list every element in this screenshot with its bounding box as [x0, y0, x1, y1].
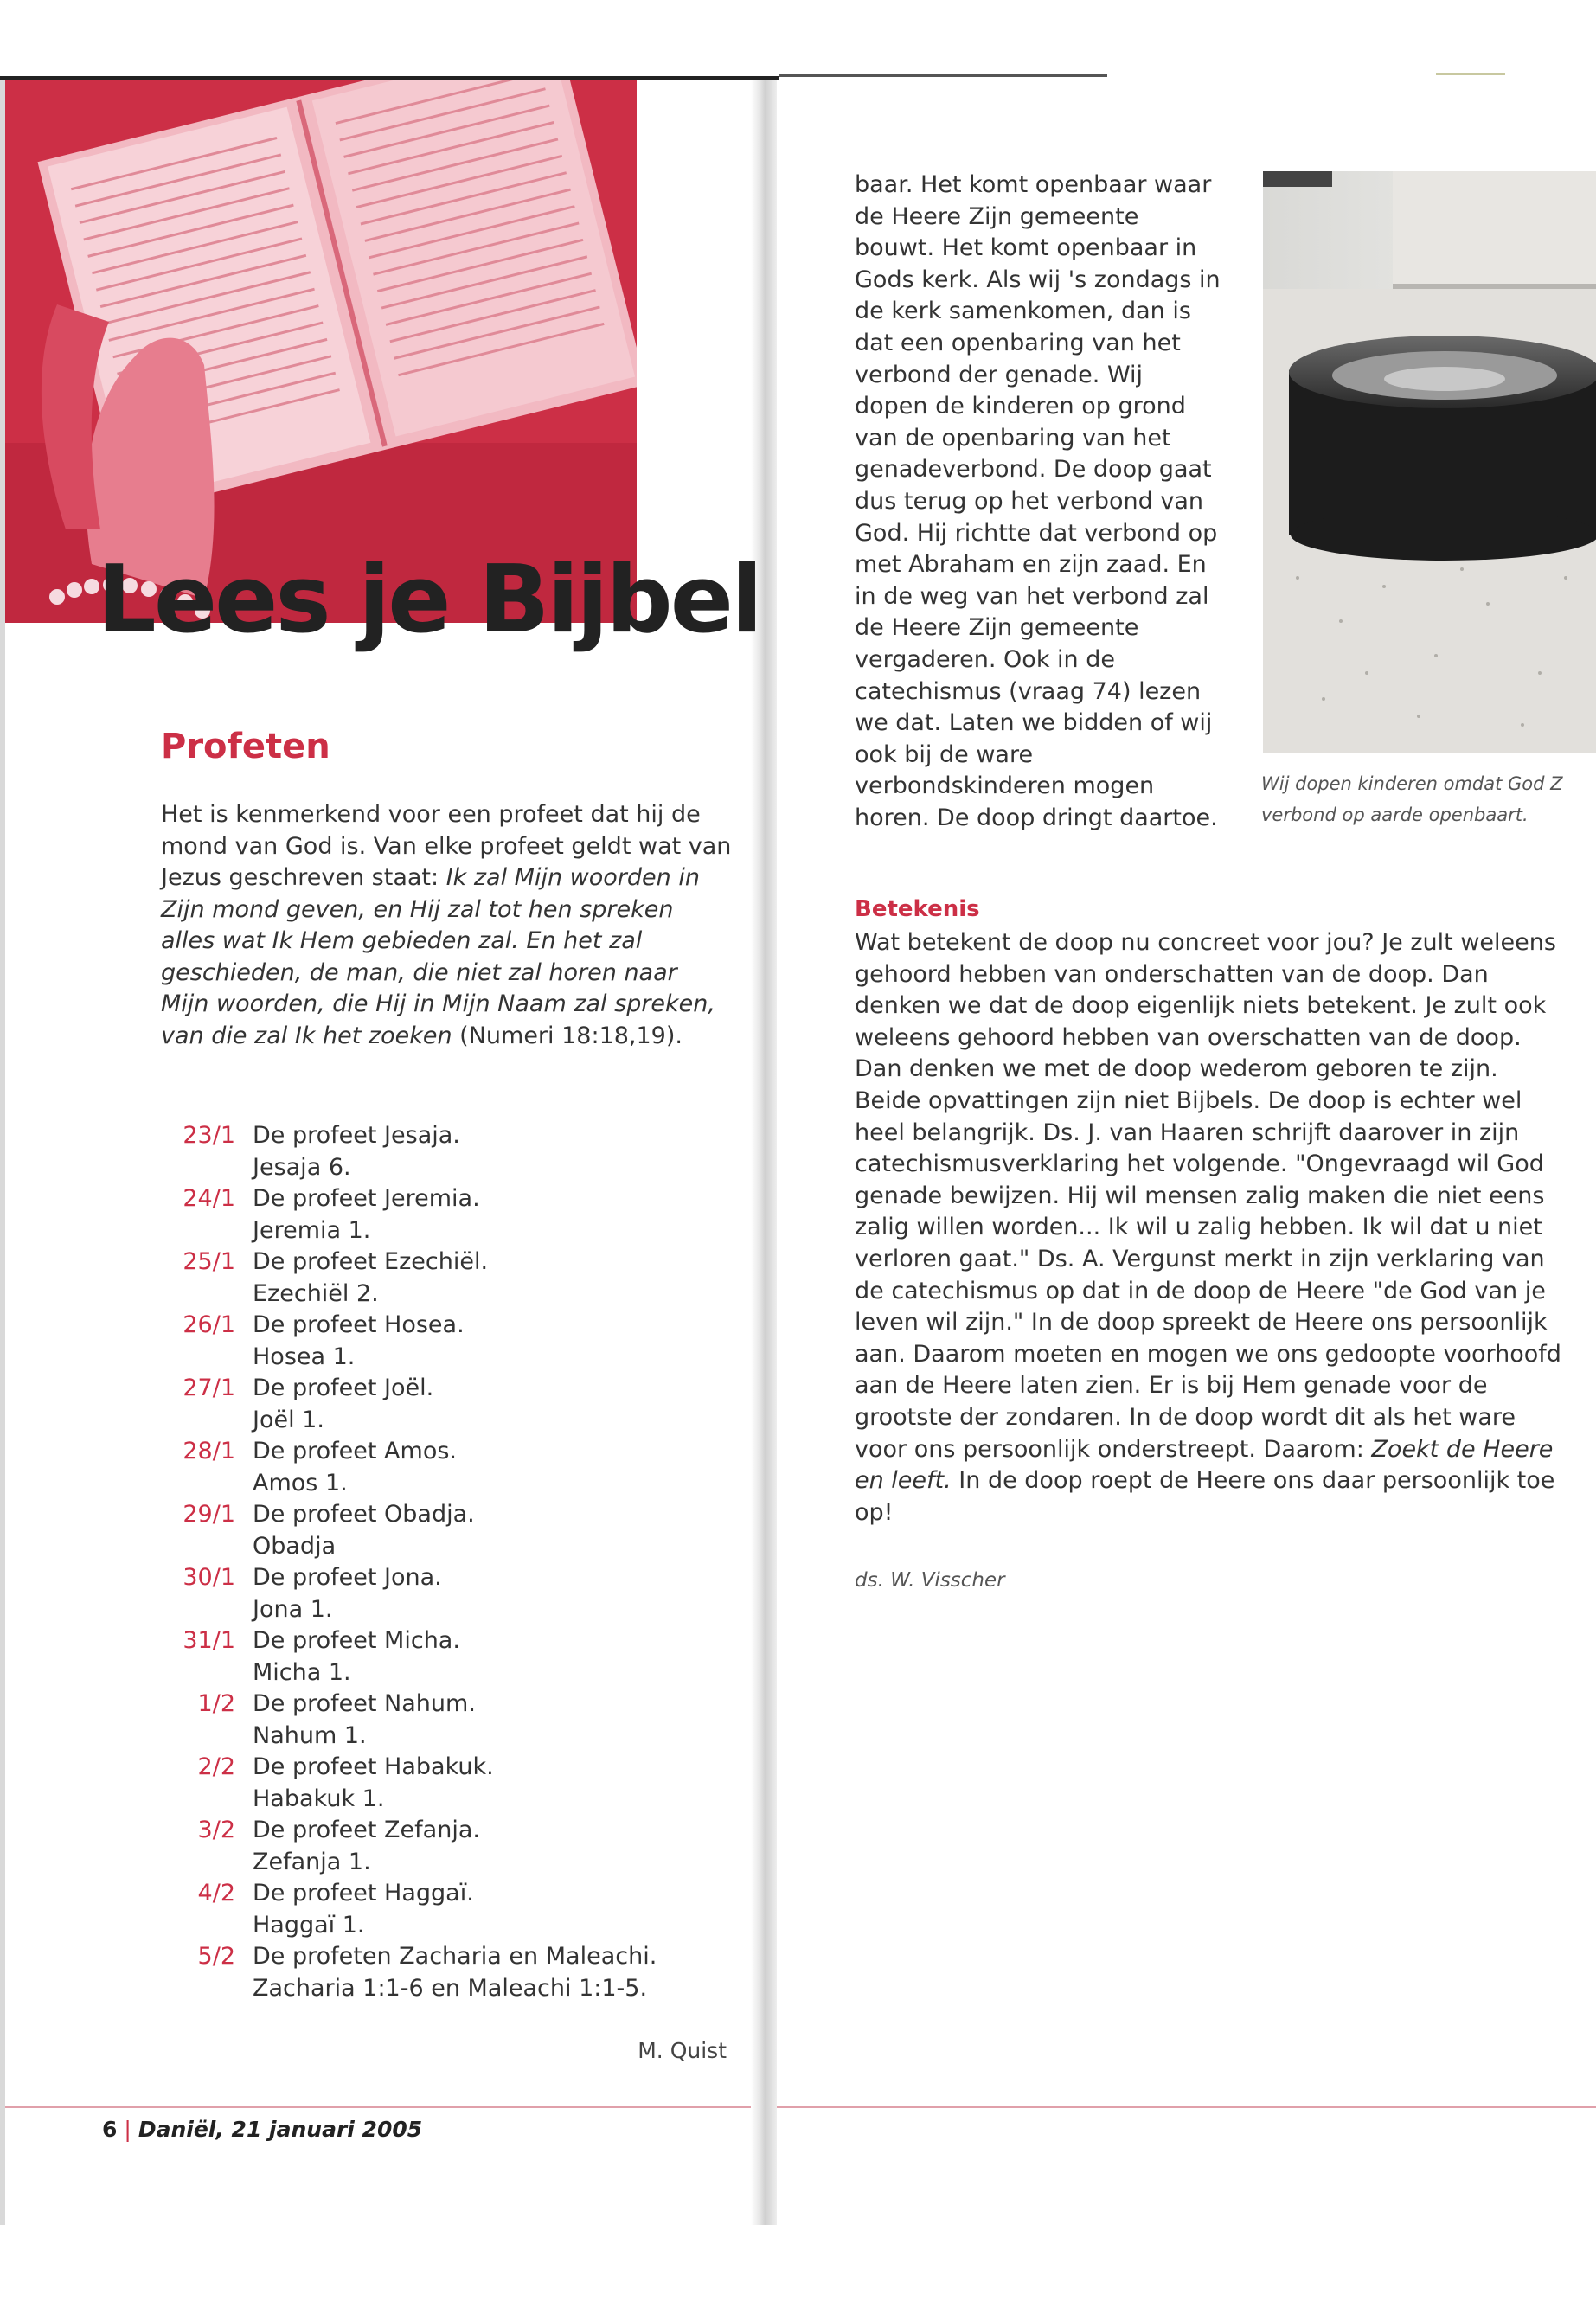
- reading-item: [161, 1752, 749, 1815]
- reading-date: 3/2: [197, 1817, 235, 1843]
- reading-ref: Zefanja 1.: [253, 1848, 371, 1875]
- reading-ref: Obadja: [253, 1532, 337, 1560]
- reading-item: [161, 1499, 749, 1562]
- reading-ref: Amos 1.: [253, 1469, 348, 1497]
- reading-ref: Jona 1.: [253, 1595, 333, 1623]
- body-paragraph: [855, 927, 1564, 1529]
- reading-item: [161, 1689, 749, 1752]
- top-rule-right: [779, 74, 1107, 77]
- photo-caption: [1261, 768, 1596, 830]
- reading-ref: Micha 1.: [253, 1658, 351, 1686]
- body-text: Wat betekent de doop nu concreet voor jou? Je zult weleens gehoord hebben van onderschatten van de doop. Dan denken we dat de doop eigenlijk niets betekent. Je zult ook weleens gehoord hebben van overschatten van de doop. Dan denken we met de doop wederom geboren te zijn. Beide opvattingen zijn niet Bijbels. De doop is echter wel heel belangrijk. Ds. J. van Haaren schrijft daarover in zijn catechismusverklaring het volgende. "Ongevraagd wil God genade bewijzen. Hij wil mensen zalig maken die niet eens zalig willen worden... Ik wil u zalig hebben. Ik wil dat u niet verloren gaat." Ds. A. Vergunst merkt in zijn verklaring van de catechismus op dat in de doop de Heere "de God van je leven wil zijn." In de doop spreekt de Heere ons persoonlijk aan. Daarom moeten en mogen we ons gedoopte voorhoofd aan de Heere laten zien. Er is bij Hem genade voor de grootste der zondaren. In de doop wordt dit als het ware voor ons persoonlijk onderstreept. Daarom:: [855, 929, 1561, 1463]
- column-paragraph: baar. Het komt openbaar waar de Heere Zijn gemeente bouwt. Het komt openbaar in Gods kerk. Als wij 's zondags in de kerk samenkomen, dan is dat een openbaring van het verbond der genade. Wij dopen de kinderen op grond van de openbaring van het genadeverbond. De doop gaat dus terug op het verbond van God. Hij richtte dat verbond op met Abraham en zijn zaad. En in de weg van het verbond zal de Heere Zijn gemeente vergaderen. Ook in de catechismus (vraag 74) lezen we dat. Laten we bidden of wij ook bij de ware verbondskinderen mogen horen. De doop dringt daartoe.: [855, 171, 1221, 831]
- baptismal-font-illustration: [1263, 171, 1596, 753]
- reading-item: [161, 1878, 749, 1941]
- publication-name: Daniël, 21 januari 2005: [138, 2117, 423, 2142]
- author-left: M. Quist: [638, 2038, 727, 2063]
- reading-title: De profeet Habakuk.: [253, 1753, 494, 1780]
- reading-date: 25/1: [183, 1248, 235, 1275]
- body-emphasis: Zoekt de Heere en leeft.: [855, 1435, 1554, 1495]
- reading-date: 27/1: [183, 1375, 235, 1401]
- footer-separator: |: [124, 2117, 131, 2142]
- reading-title: De profeet Zefanja.: [253, 1817, 480, 1843]
- page-footer: [102, 2117, 422, 2142]
- reading-title: De profeet Hosea.: [253, 1311, 465, 1338]
- reading-item: [161, 1436, 749, 1499]
- page-gutter: [751, 80, 777, 2225]
- author-right: ds. W. Visscher: [855, 1569, 1005, 1592]
- reading-ref: Joël 1.: [253, 1406, 324, 1433]
- reading-date: 31/1: [183, 1627, 235, 1654]
- reading-title: De profeet Nahum.: [253, 1690, 476, 1717]
- footer-rule: [5, 2106, 751, 2108]
- reading-ref: Zacharia 1:1-6 en Maleachi 1:1-5.: [253, 1974, 648, 2002]
- reading-title: De profeet Micha.: [253, 1627, 460, 1654]
- reading-item: [161, 1310, 749, 1373]
- reading-item: [161, 1120, 749, 1183]
- intro-quote: Ik zal Mijn woorden in Zijn mond geven, en Hij zal tot hen spreken alles wat Ik Hem gebieden zal. En het zal geschieden, de man, die niet zal horen naar Mijn woorden, die Hij in Mijn Naam zal spreken, van die zal Ik het zoeken: [161, 864, 715, 1049]
- reading-title: De profeet Jona.: [253, 1564, 442, 1591]
- reading-ref: Jesaja 6.: [253, 1153, 351, 1181]
- reading-ref: Nahum 1.: [253, 1721, 367, 1749]
- top-rule-tick: [1436, 73, 1505, 75]
- reading-ref: Ezechiël 2.: [253, 1279, 379, 1307]
- reading-item: [161, 1562, 749, 1625]
- intro-paragraph: [161, 799, 732, 1052]
- reading-title: De profeet Haggaï.: [253, 1880, 474, 1907]
- reading-ref: Haggaï 1.: [253, 1911, 365, 1939]
- reading-schedule: [161, 1120, 749, 2004]
- reading-title: De profeet Jeremia.: [253, 1185, 480, 1212]
- reading-title: De profeet Jesaja.: [253, 1122, 460, 1149]
- reading-date: 29/1: [183, 1501, 235, 1528]
- reading-date: 23/1: [183, 1122, 235, 1149]
- reading-date: 2/2: [197, 1753, 235, 1780]
- page-headline: Lees je Bijbel: [97, 546, 760, 654]
- reading-ref: Hosea 1.: [253, 1343, 356, 1370]
- reading-item: [161, 1815, 749, 1878]
- reading-date: 4/2: [197, 1880, 235, 1907]
- bible-illustration: [5, 80, 637, 623]
- section-title: Profeten: [161, 727, 330, 766]
- reading-title: De profeten Zacharia en Maleachi.: [253, 1943, 657, 1970]
- reading-ref: Jeremia 1.: [253, 1216, 371, 1244]
- reading-date: 5/2: [197, 1943, 235, 1970]
- page-number: 6: [102, 2117, 118, 2142]
- intro-reference: (Numeri 18:18,19).: [452, 1022, 683, 1049]
- subheading-betekenis: Betekenis: [855, 896, 980, 922]
- reading-ref: Habakuk 1.: [253, 1785, 385, 1812]
- caption-line-2: verbond op aarde openbaart.: [1261, 804, 1529, 825]
- reading-title: De profeet Ezechiël.: [253, 1248, 489, 1275]
- body-text-end: In de doop roept de Heere ons daar persoonlijk toe op!: [855, 1467, 1555, 1526]
- reading-date: 1/2: [197, 1690, 235, 1717]
- reading-item: [161, 1183, 749, 1247]
- baptismal-font-photo: [1263, 171, 1596, 753]
- reading-date: 28/1: [183, 1438, 235, 1465]
- reading-title: De profeet Amos.: [253, 1438, 457, 1465]
- intro-text: Het is kenmerkend voor een profeet dat hij de mond van God is. Van elke profeet geldt wat van Jezus geschreven staat:: [161, 801, 732, 891]
- caption-line-1: Wij dopen kinderen omdat God Z: [1261, 773, 1563, 794]
- reading-item: [161, 1373, 749, 1436]
- footer-rule-right: [777, 2106, 1596, 2108]
- reading-item: [161, 1625, 749, 1689]
- reading-date: 30/1: [183, 1564, 235, 1591]
- reading-date: 26/1: [183, 1311, 235, 1338]
- hero-bible-photo: [5, 80, 637, 623]
- reading-date: 24/1: [183, 1185, 235, 1212]
- reading-item: [161, 1247, 749, 1310]
- reading-item: [161, 1941, 749, 2004]
- reading-title: De profeet Joël.: [253, 1375, 434, 1401]
- reading-title: De profeet Obadja.: [253, 1501, 475, 1528]
